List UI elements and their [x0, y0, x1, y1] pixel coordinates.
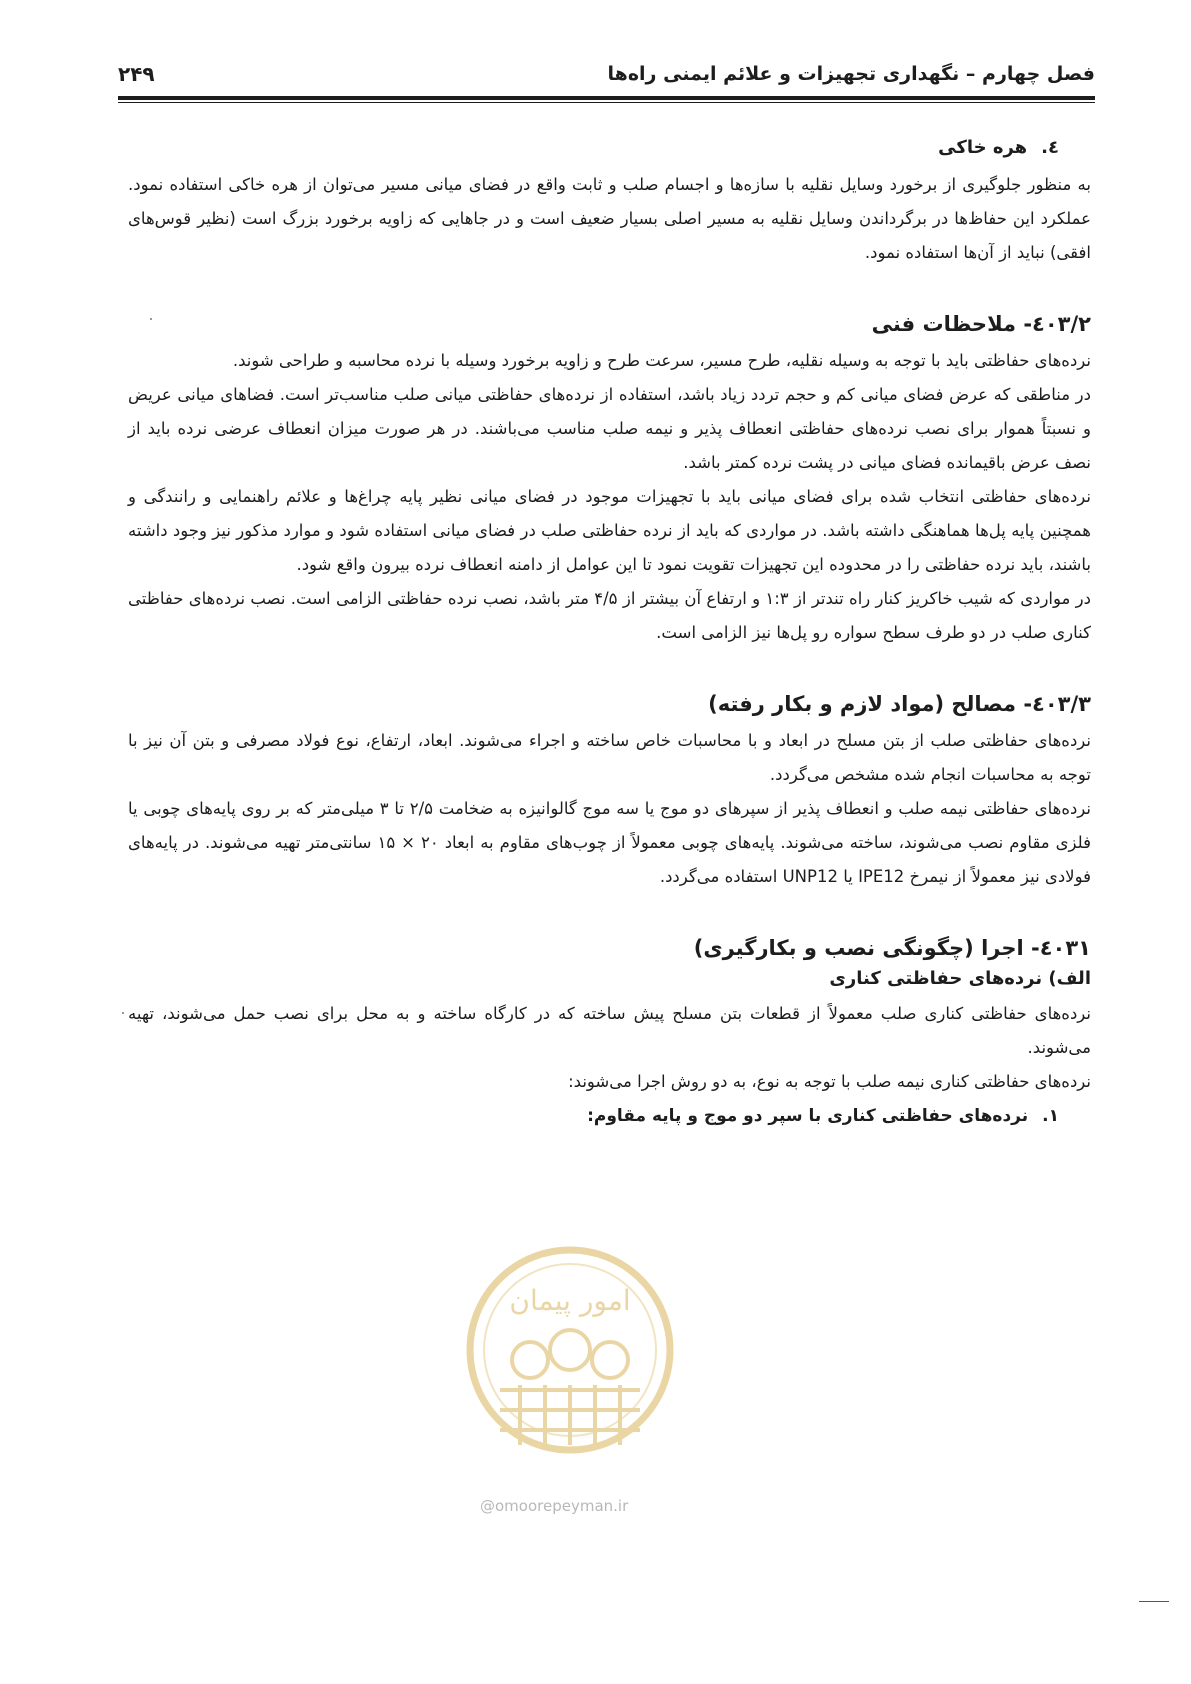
section-heading: ٤٠٣/٣- مصالح (مواد لازم و بکار رفته): [708, 692, 1091, 716]
watermark-logo: [460, 1240, 680, 1490]
paragraph: نرده‌های حفاظتی صلب از بتن مسلح در ابعاد و با محاسبات خاص ساخته و اجراء می‌شوند. ابعاد، ارتفاع، نوع فولاد مصرفی و بتن آن نیز با توجه به محاسبات انجام شده مشخص می‌گردد.: [128, 731, 1091, 784]
page-number: ۲۴۹: [118, 62, 155, 86]
paragraph: به منظور جلوگیری از برخورد وسایل نقلیه با سازه‌ها و اجسام صلب و ثابت واقع در فضای میانی مسیر می‌توان از هره خاکی استفاده نمود. عملکرد این حفاظ‌ها در برگرداندن وسایل نقلیه به مسیر اصلی بسیار ضعیف است و در جاهایی که زاویه برخورد بزرگ است (نظیر قوس‌های افقی) نباید از آن‌ها استفاده نمود.: [128, 175, 1091, 262]
header-rule: [118, 96, 1095, 100]
paragraph: نرده‌های حفاظتی کناری صلب معمولاً از قطعات بتن مسلح پیش ساخته که در کارگاه ساخته و به محل برای نصب حمل می‌شوند، تهیه می‌شوند.: [128, 1004, 1091, 1057]
paragraph: در مواردی که شیب خاکریز کنار راه تندتر از ۱:۳ و ارتفاع آن بیشتر از ۴/۵ متر باشد، نصب نرده حفاظتی الزامی است. نصب نرده‌های حفاظتی کناری صلب در دو طرف سطح سواره رو پل‌ها نیز الزامی است.: [128, 589, 1091, 642]
item-number: ٤.: [1041, 137, 1059, 158]
watermark-logo-text: امور پیمان: [509, 1284, 631, 1317]
paragraph: نرده‌های حفاظتی باید با توجه به وسیله نقلیه، طرح مسیر، سرعت طرح و زاویه برخورد وسیله با نرده محاسبه و طراحی شوند.: [232, 351, 1091, 370]
paragraph: در مناطقی که عرض فضای میانی کم و حجم تردد زیاد باشد، استفاده از نرده‌های حفاظتی میانی صلب مناسب‌تر است. فضاهای میانی عریض و نسبتاً هموار برای نصب نرده‌های حفاظتی انعطاف پذیر و نیمه صلب مناسب می‌باشند. در هر صورت میزان انعطاف عرضی نرده باید از نصف عرض باقیمانده فضای میانی در پشت نرده کمتر باشد.: [128, 385, 1091, 472]
header-rule-thin: [118, 102, 1095, 103]
paragraph: نرده‌های حفاظتی کناری نیمه صلب با توجه به نوع، به دو روش اجرا می‌شوند:: [568, 1072, 1091, 1091]
section-heading: ٤٠٣/٢- ملاحظات فنی: [871, 312, 1091, 336]
item-heading: [128, 137, 1059, 158]
scan-speck: [150, 318, 152, 320]
sub-heading: الف) نرده‌های حفاظتی کناری: [829, 968, 1091, 989]
list-text: نرده‌های حفاظتی کناری با سپر دو موج و پایه مقاوم:: [587, 1106, 1029, 1126]
page-content: [128, 137, 1091, 1133]
watermark-site: @omoorepeyman.ir: [480, 1497, 629, 1515]
paragraph: نرده‌های حفاظتی نیمه صلب و انعطاف پذیر از سپرهای دو موج یا سه موج گالوانیزه به ضخامت ۲/۵ تا ۳ میلی‌متر که بر روی پایه‌های چوبی یا فلزی مقاوم نصب می‌شوند، ساخته می‌شوند. پایه‌های چوبی معمولاً از چوب‌های مقاوم به ابعاد ۲۰ × ۱۵ سانتی‌متر تهیه می‌شوند. در پایه‌های فولادی نیز معمولاً از نیمرخ IPE12 یا UNP12 استفاده می‌گردد.: [128, 799, 1092, 886]
paragraph: نرده‌های حفاظتی انتخاب شده برای فضای میانی باید با تجهیزات موجود در فضای میانی نظیر پایه چراغ‌ها و علائم راهنمایی و رانندگی و همچنین پایه پل‌ها هماهنگی داشته باشد. در مواردی که باید از نرده حفاظتی صلب در فضای میانی استفاده شود و موارد مذکور نیز وجود داشته باشند، باید نرده حفاظتی را در محدوده این تجهیزات تقویت نمود تا این عوامل از دامنه انعطاف نرده بیرون واقع شود.: [128, 487, 1091, 574]
page-header: [118, 52, 1095, 96]
scan-speck: [122, 1012, 124, 1014]
footer-mark: [1139, 1601, 1169, 1602]
chapter-title: فصل چهارم – نگهداری تجهیزات و علائم ایمنی راه‌ها: [607, 63, 1095, 85]
list-number: ۱.: [1042, 1106, 1059, 1126]
item-title: هره خاکی: [938, 137, 1028, 158]
section-heading: ٤٠٣١- اجرا (چگونگی نصب و بکارگیری): [693, 936, 1091, 960]
list-item: [128, 1099, 1059, 1133]
